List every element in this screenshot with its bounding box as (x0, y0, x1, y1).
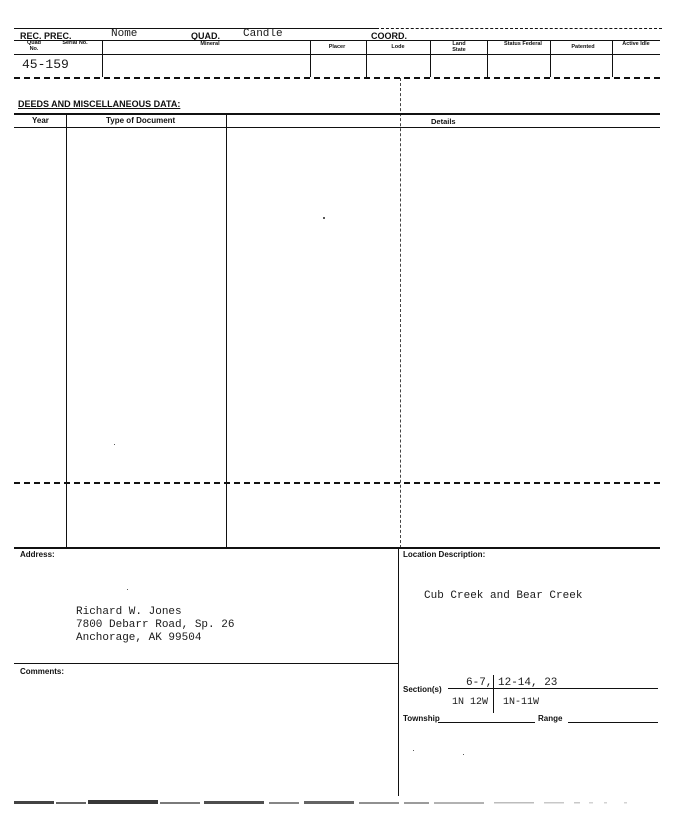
divider-land (487, 40, 488, 77)
header-top-rule (14, 28, 376, 29)
township-value-2: 1N-11W (503, 697, 540, 708)
divider-lode (430, 40, 431, 77)
speck (114, 444, 115, 445)
sections-underline (448, 688, 658, 689)
col-mineral: Mineral (200, 41, 220, 47)
township-underline (438, 722, 535, 723)
deeds-col-year: Year (32, 116, 49, 125)
deeds-col-type: Type of Document (106, 116, 176, 125)
lower-center-divider (398, 548, 399, 796)
township-range-split (493, 675, 494, 713)
address-line-3: Anchorage, AK 99504 (76, 632, 202, 644)
range-label: Range (538, 714, 563, 723)
deeds-col-details: Details (431, 117, 456, 126)
deeds-lower-dashed-rule (14, 482, 660, 484)
col-active-idle: Active Idle (622, 41, 650, 47)
col-serial-no: Serial No. (62, 40, 88, 46)
speck (463, 754, 464, 755)
col-status-federal: Status Federal (504, 41, 542, 47)
divider-quad (102, 40, 103, 77)
location-description-label: Location Description: (403, 550, 486, 559)
col-quad-no: Quad No. (26, 40, 42, 52)
deeds-section-title: DEEDS AND MISCELLANEOUS DATA: (18, 99, 181, 109)
address-line-2: 7800 Debarr Road, Sp. 26 (76, 619, 235, 631)
quad-value: Candle (243, 28, 283, 40)
comments-label: Comments: (20, 667, 65, 676)
speck (323, 217, 325, 219)
deeds-header-rule (14, 127, 660, 128)
scan-noise-strip (14, 797, 654, 809)
sections-label: Section(s) (403, 685, 442, 694)
colhead-bottom-rule (14, 54, 660, 55)
deeds-bottom-rule (14, 547, 660, 549)
header-mid-rule (14, 40, 660, 41)
quad-label: QUAD. (191, 31, 220, 41)
col-placer: Placer (328, 44, 346, 50)
coord-label: COORD. (371, 31, 407, 41)
header-top-dashed-rule (376, 28, 662, 29)
address-line-1: Richard W. Jones (76, 606, 182, 618)
divider-mineral (310, 40, 311, 77)
col-lode: Lode (391, 44, 405, 50)
range-underline (568, 722, 658, 723)
township-value-1: 1N 12W (452, 697, 489, 708)
deeds-top-rule (14, 113, 660, 115)
record-bottom-dashed-rule (14, 77, 660, 79)
comments-top-rule (14, 663, 398, 664)
rec-prec-value: Nome (111, 28, 138, 40)
quad-serial-value: 45-159 (22, 57, 69, 72)
divider-patented (612, 40, 613, 77)
col-land-state: Land State (452, 41, 466, 53)
township-label: Township (403, 714, 440, 723)
sections-value-2: 12-14, 23 (498, 677, 558, 689)
speck (413, 750, 414, 751)
sections-value-1: 6-7, (466, 677, 493, 689)
col-patented: Patented (571, 44, 595, 50)
speck (127, 589, 128, 590)
location-description-value: Cub Creek and Bear Creek (424, 590, 583, 602)
center-dotted-divider (400, 78, 401, 548)
divider-status (550, 40, 551, 77)
address-label: Address: (20, 550, 55, 559)
divider-placer (366, 40, 367, 77)
rec-prec-label: REC. PREC. (20, 31, 72, 41)
